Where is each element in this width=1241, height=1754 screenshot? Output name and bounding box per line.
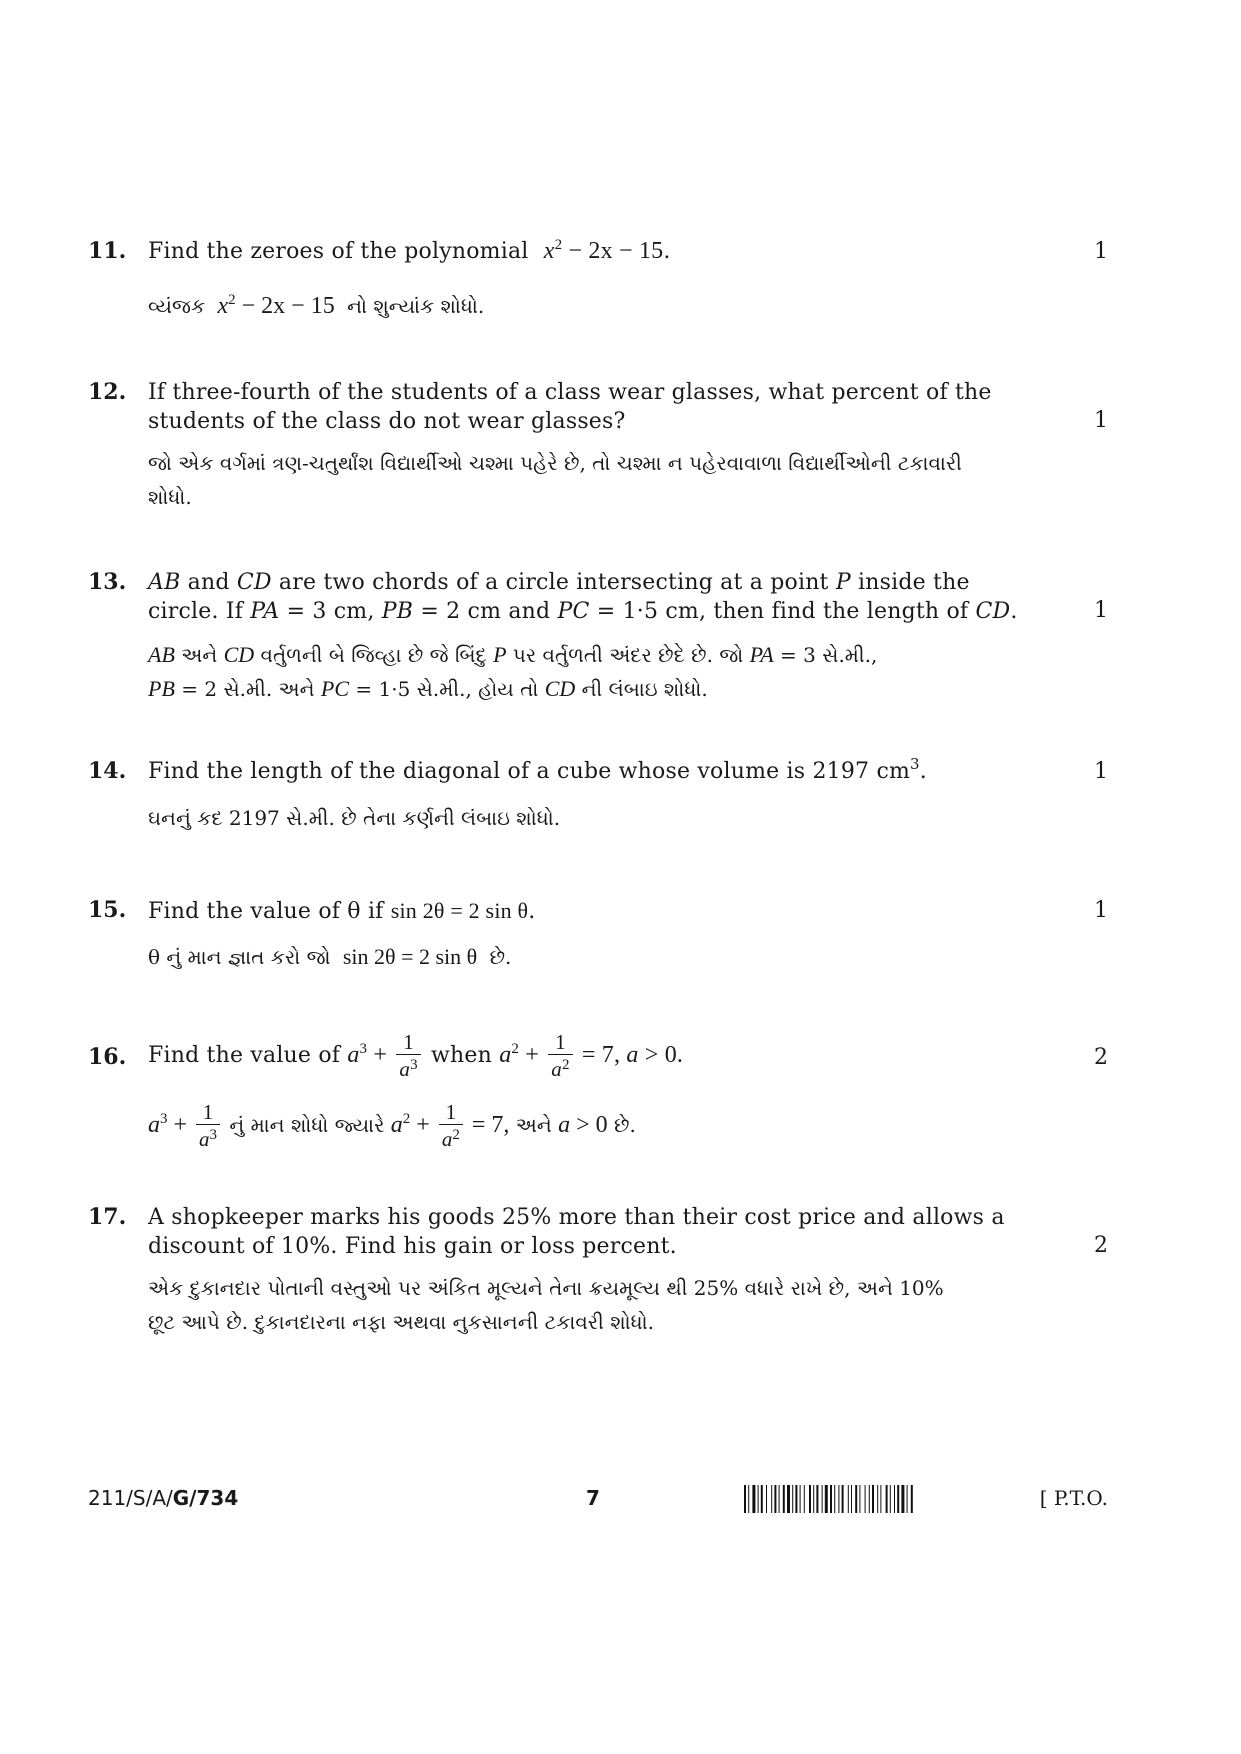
question-text-english: Find the value of $a^3$ + $\frac{1}{a^3}$ when $a^2$ + $\frac{1}{a^2}$ = 7, a > 0. [148, 1030, 684, 1081]
question-number: 12. [88, 379, 127, 405]
question-12 [88, 378, 1108, 508]
question-number: 11. [88, 238, 127, 264]
question-text-english: A shopkeeper marks his goods 25% more than their cost price and allows a discount of 10%. Find his gain or loss percent. [148, 1205, 1005, 1259]
barcode-icon [744, 1485, 994, 1513]
page-footer [88, 1483, 1108, 1517]
question-text-gujarati: વ્યંજક $x^2 - 2x - 15$ નો શુન્યાંક શોધો. [148, 292, 485, 319]
polynomial-expression: $x^2 - 2x - 15$ [217, 292, 335, 319]
trig-equation: sin 2θ = 2 sin θ [342, 944, 478, 969]
paper-code: 211/S/A/G/734 [88, 1486, 239, 1510]
question-13 [88, 568, 1108, 701]
question-text-gujarati: $a^3$ + $\frac{1}{a^3}$ નું માન શોધો જ્યારે $a^2$ + $\frac{1}{a^2}$ = 7, અને a > 0 છે. [148, 1100, 636, 1151]
question-text-gujarati: એક દુકાનદાર પોતાની વસ્તુઓ પર અંકિત મૂલ્યને તેના ક્રયમૂલ્ય થી 25% વધારે રાખે છે, અને 10% છૂટ આપે છે. દુકાનદારના નફા અથવા નુકસાનની ટકાવરી શોધો. [148, 1276, 944, 1334]
question-14 [88, 757, 1108, 837]
marks: 1 [1094, 759, 1108, 784]
question-text-english: Find the value of θ if sin 2θ = 2 sin θ. [148, 898, 536, 924]
question-number: 17. [88, 1204, 127, 1230]
marks: 1 [1094, 408, 1108, 433]
question-text-english: Find the zeroes of the polynomial $x^2 - 2x - 15$. [148, 237, 671, 264]
question-11 [88, 237, 1108, 327]
marks: 2 [1094, 1045, 1108, 1070]
question-text-gujarati: AB અને CD વર્તુળની બે જિવ્હા છે જે બિંદુ P પર વર્તુળતી અંદર છેદે છે. જો PA = 3 સે.મી., PB = 2 સે.મી. અને PC = 1·5 સે.મી., હોય તો CD ની લંબાઇ શોધો. [148, 642, 878, 701]
question-text-gujarati: જો એક વર્ગમાં ત્રણ-ચતુર્થાંશ વિદ્યાર્થીઓ ચશ્મા પહેરે છે, તો ચશ્મા ન પહેરવાવાળા વિદ્યાર્થીઓની ટકાવારી શોધો. [148, 451, 962, 509]
question-text-english: Find the length of the diagonal of a cube whose volume is 2197 $cm^3$. [148, 755, 927, 784]
expression-a2: $a^2$ + $\frac{1}{a^2}$ = 7, [390, 1100, 510, 1151]
question-number: 16. [88, 1044, 127, 1070]
marks: 1 [1094, 898, 1108, 923]
question-text-english: If three-fourth of the students of a class wear glasses, what percent of the students of the class do not wear glasses? [148, 380, 992, 434]
question-number: 13. [88, 569, 127, 595]
trig-equation: sin 2θ = 2 sin θ [390, 898, 529, 923]
question-text-gujarati: ઘનનું કદ 2197 સે.મી. છે તેના કર્ણની લંબાઇ શોધો. [148, 806, 561, 830]
expression-a2: $a^2$ + $\frac{1}{a^2}$ = 7, a > 0. [499, 1030, 684, 1081]
expression-a3: $a^3$ + $\frac{1}{a^3}$ [148, 1112, 223, 1138]
question-number: 15. [88, 897, 127, 923]
question-number: 14. [88, 758, 127, 784]
question-text-gujarati: θ નું માન જ્ઞાત કરો જો sin 2θ = 2 sin θ છે. [148, 944, 512, 969]
marks: 1 [1094, 598, 1108, 623]
question-15 [88, 896, 1108, 976]
question-17 [88, 1203, 1108, 1333]
marks: 1 [1094, 239, 1108, 264]
marks: 2 [1094, 1233, 1108, 1258]
page-number: 7 [586, 1486, 600, 1510]
question-16 [88, 1030, 1108, 1160]
please-turn-over: [ P.T.O. [1039, 1486, 1108, 1510]
question-text-english: AB and CD are two chords of a circle intersecting at a point P inside the circle. If PA = 3 cm, PB = 2 cm and PC = 1·5 cm, then find the length of CD. [148, 570, 1018, 624]
polynomial-expression: $x^2 - 2x - 15$ [543, 237, 664, 264]
expression-a3: $a^3$ + $\frac{1}{a^3}$ [347, 1042, 423, 1068]
